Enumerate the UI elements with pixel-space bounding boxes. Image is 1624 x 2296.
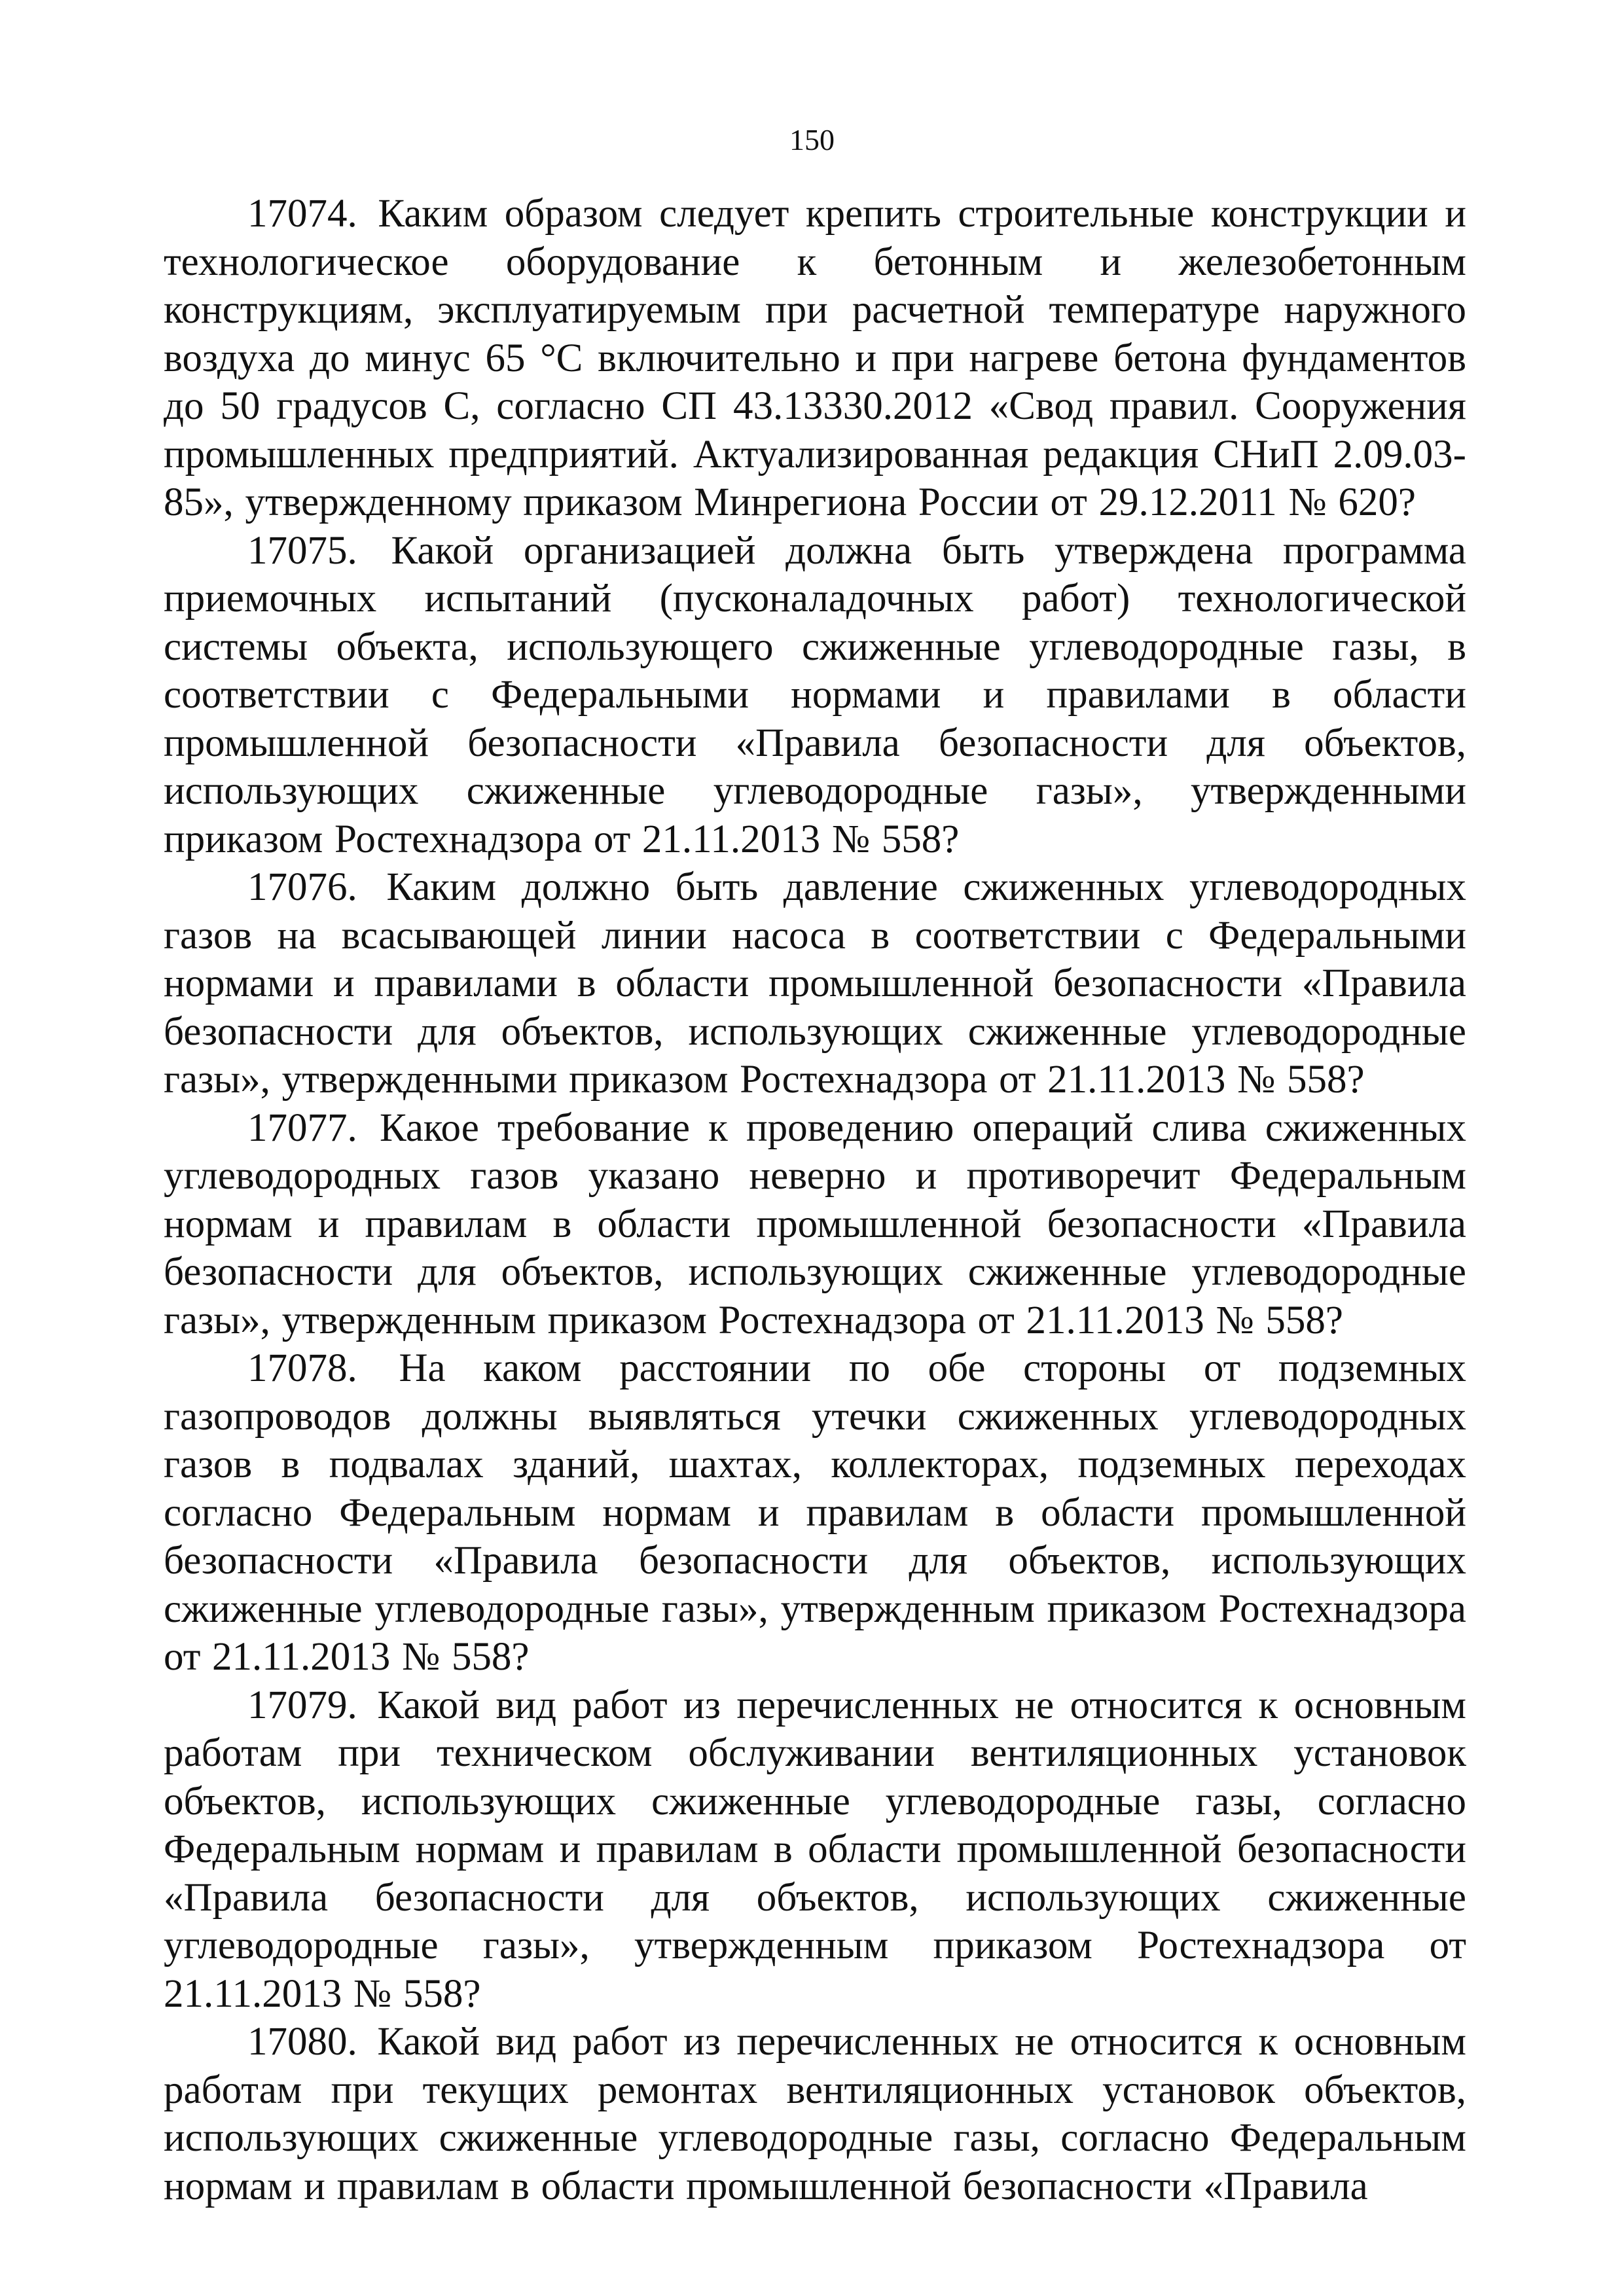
question-number: 17075. [247, 528, 357, 573]
question-number: 17076. [247, 865, 357, 909]
question-number: 17074. [247, 192, 357, 236]
question-text: Какое требование к проведению операций слива сжиженных углеводородных газов указано неверно и противоречит Федеральным нормам и правилам в области промышленной безопасности «Правила безопасности для объектов, использующих сжиженные углеводородные газы», утвержденным приказом Ростехнадзора от 21.11.2013 № 558? [164, 1105, 1466, 1342]
question-text: На каком расстоянии по обе стороны от подземных газопроводов должны выявляться утечки сжиженных углеводородных газов в подвалах зданий, шахтах, коллекторах, подземных переходах согласно Федеральным нормам и правилам в области промышленной безопасности «Правила безопасности для объектов, использующих сжиженные углеводородные газы», утвержденным приказом Ростехнадзора от 21.11.2013 № 558? [164, 1346, 1467, 1679]
question-17077 [164, 1104, 1466, 1345]
question-17076 [164, 863, 1466, 1104]
question-17078 [164, 1344, 1466, 1681]
questions-list [164, 190, 1466, 2210]
question-text: Какой организацией должна быть утверждена программа приемочных испытаний (пусконаладочных работ) технологической системы объекта, использующего сжиженные углеводородные газы, в соответствии с Федеральными нормами и правилами в области промышленной безопасности «Правила безопасности для объектов, использующих сжиженные углеводородные газы», утвержденными приказом Ростехнадзора от 21.11.2013 № 558? [164, 528, 1466, 861]
question-number: 17077. [247, 1105, 357, 1150]
question-number: 17078. [247, 1346, 357, 1390]
question-17079 [164, 1681, 1466, 2018]
question-text: Каким должно быть давление сжиженных углеводородных газов на всасывающей линии насоса в соответствии с Федеральными нормами и правилами в области промышленной безопасности «Правила безопасности для объектов, использующих сжиженные углеводородные газы», утвержденными приказом Ростехнадзора от 21.11.2013 № 558? [164, 865, 1466, 1102]
question-17075 [164, 527, 1466, 864]
page-number: 150 [789, 123, 835, 156]
question-number: 17079. [247, 1683, 357, 1727]
question-number: 17080. [247, 2020, 357, 2064]
question-text: Какой вид работ из перечисленных не относится к основным работам при техническом обслуживании вентиляционных установок объектов, использующих сжиженные углеводородные газы, согласно Федеральным нормам и правилам в области промышленной безопасности «Правила безопасности для объектов, использующих сжиженные углеводородные газы», утвержденным приказом Ростехнадзора от 21.11.2013 № 558? [164, 1683, 1466, 2016]
question-17080 [164, 2018, 1466, 2210]
question-text: Каким образом следует крепить строительные конструкции и технологическое оборудование к бетонным и железобетонным конструкциям, эксплуатируемым при расчетной температуре наружного воздуха до минус 65 °С включительно и при нагреве бетона фундаментов до 50 градусов С, согласно СП 43.13330.2012 «Свод правил. Сооружения промышленных предприятий. Актуализированная редакция СНиП 2.09.03-85», утвержденному приказом Минрегиона России от 29.12.2011 № 620? [164, 192, 1466, 524]
question-text: Какой вид работ из перечисленных не относится к основным работам при текущих ремонтах вентиляционных установок объектов, использующих сжиженные углеводородные газы, согласно Федеральным нормам и правилам в области промышленной безопасности «Правила [164, 2020, 1466, 2208]
question-17074 [164, 190, 1466, 527]
